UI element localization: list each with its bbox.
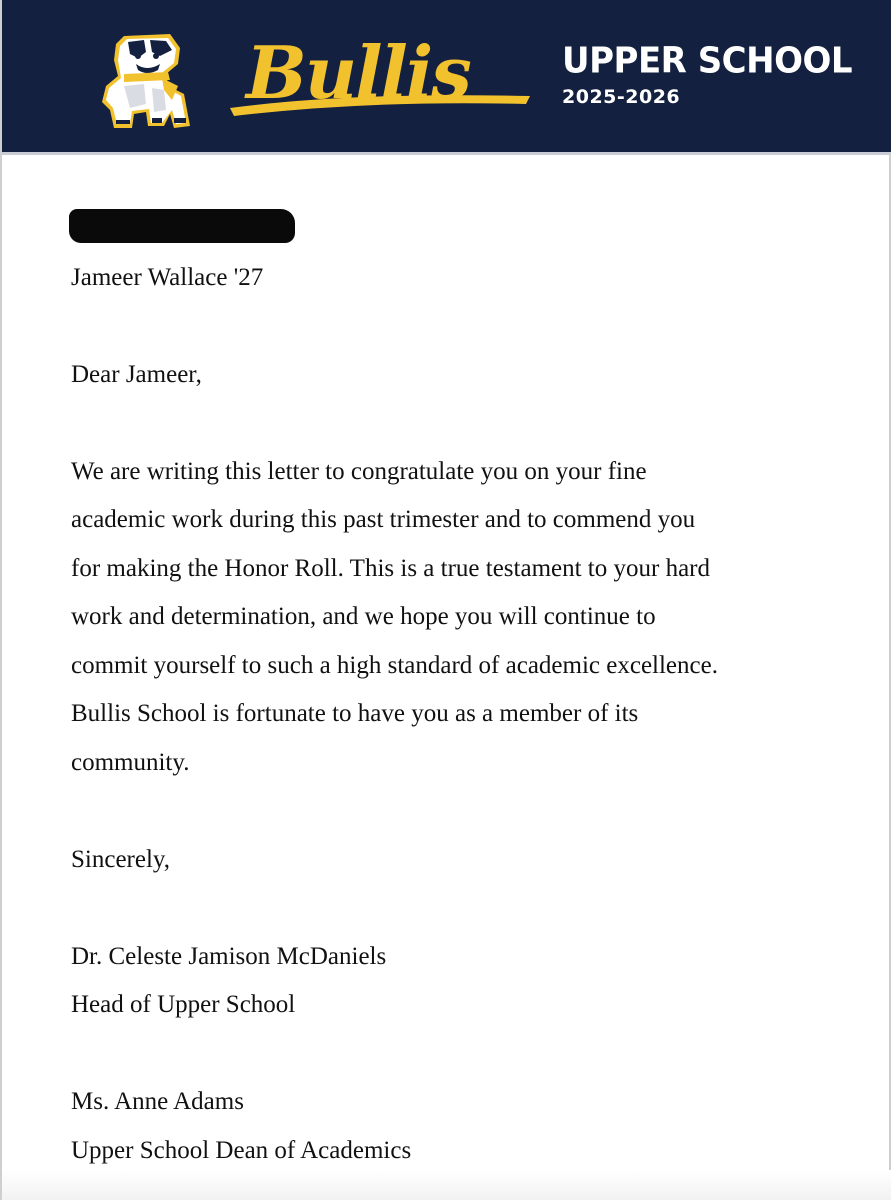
school-info: [562, 40, 862, 108]
bullis-wordmark-logo: [230, 30, 530, 120]
letter-body: [71, 205, 851, 1175]
body-line: community.: [71, 748, 190, 776]
school-year: 2025-2026: [562, 86, 681, 108]
school-name: UPPER SCHOOL: [562, 40, 853, 82]
body-line: We are writing this letter to congratulate you on your fine: [71, 457, 647, 485]
school-banner: [2, 0, 891, 155]
signatory-title: Upper School Dean of Academics: [71, 1136, 412, 1164]
redacted-line: [71, 205, 851, 254]
recipient-line: Jameer Wallace '27: [71, 263, 264, 291]
page-bottom-edge: [2, 1170, 891, 1200]
redaction-block: [69, 209, 295, 243]
signatory-name: Ms. Anne Adams: [71, 1088, 244, 1115]
body-line: academic work during this past trimester and to commend you: [71, 506, 696, 533]
signatory-title: Head of Upper School: [71, 991, 296, 1018]
body-line: for making the Honor Roll. This is a true testament to your hard: [71, 554, 711, 582]
body-line: commit yourself to such a high standard of academic excellence.: [71, 651, 718, 679]
signatory-name: Dr. Celeste Jamison McDaniels: [71, 942, 387, 970]
salutation: Dear Jameer,: [71, 360, 202, 388]
body-line: Bullis School is fortunate to have you as a member of its: [71, 700, 639, 727]
wordmark-text: Bullis: [246, 30, 470, 115]
body-line: work and determination, and we hope you will continue to: [71, 603, 656, 630]
bulldog-mascot-icon: [94, 30, 198, 130]
closing: Sincerely,: [71, 845, 171, 873]
